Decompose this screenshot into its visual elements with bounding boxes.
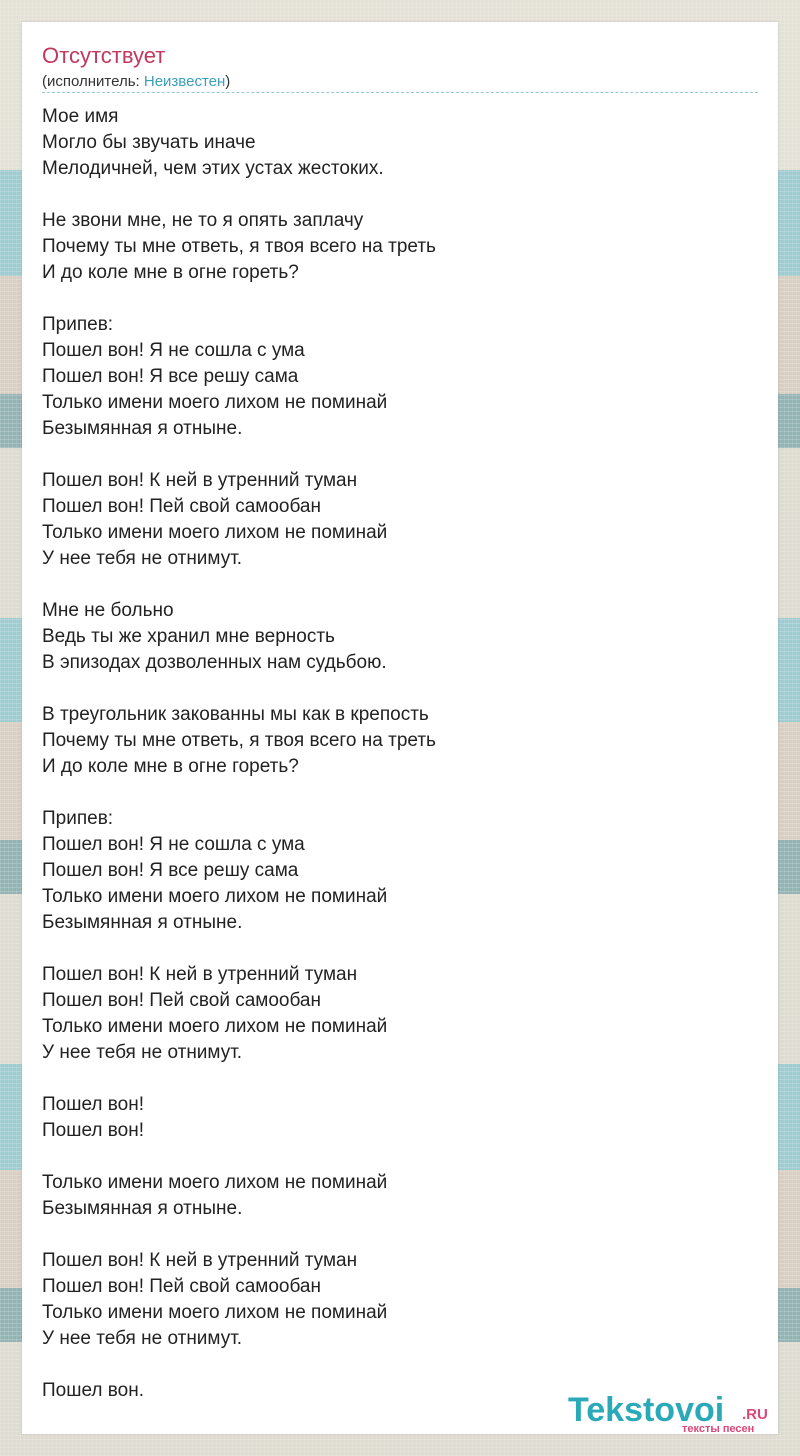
lyric-line: Пошел вон! Пей свой самообан bbox=[42, 496, 321, 517]
lyric-line: У нее тебя не отнимут. bbox=[42, 548, 243, 569]
lyric-line: Припев: bbox=[42, 808, 114, 829]
lyric-line: Безымянная я отныне. bbox=[42, 912, 243, 933]
logo-tld: .RU bbox=[742, 1406, 768, 1423]
lyric-line: Пошел вон! Я все решу сама bbox=[42, 860, 299, 881]
song-title: Отсутствует bbox=[42, 43, 166, 68]
lyric-line: И до коле мне в огне гореть? bbox=[42, 756, 299, 777]
lyric-blank-line bbox=[42, 1066, 758, 1092]
lyric-line: Только имени моего лихом не поминай bbox=[42, 886, 388, 907]
lyric-blank-line bbox=[42, 676, 758, 702]
lyric-line: Мелодичней, чем этих устах жестоких. bbox=[42, 158, 384, 179]
lyric-line: Пошел вон! Пей свой самообан bbox=[42, 1276, 321, 1297]
lyric-line: Могло бы звучать иначе bbox=[42, 132, 256, 153]
lyric-line: Пошел вон! К ней в утренний туман bbox=[42, 964, 358, 985]
lyrics-card bbox=[22, 22, 778, 1434]
lyric-line: Пошел вон! Пей свой самообан bbox=[42, 990, 321, 1011]
logo-tagline: тексты песен bbox=[682, 1423, 755, 1435]
lyric-line: У нее тебя не отнимут. bbox=[42, 1328, 243, 1349]
lyric-blank-line bbox=[42, 286, 758, 312]
lyric-blank-line bbox=[42, 1222, 758, 1248]
artist-link[interactable]: Неизвестен bbox=[143, 73, 226, 90]
artist-prefix: (исполнитель: bbox=[42, 73, 144, 90]
lyric-line: Пошел вон! Я не сошла с ума bbox=[42, 834, 305, 855]
lyric-line: Только имени моего лихом не поминай bbox=[42, 392, 388, 413]
lyric-blank-line bbox=[42, 572, 758, 598]
lyric-blank-line bbox=[42, 780, 758, 806]
lyrics-text bbox=[42, 104, 758, 1404]
lyric-line: Пошел вон! К ней в утренний туман bbox=[42, 470, 358, 491]
artist-line bbox=[42, 73, 230, 91]
lyric-line: Безымянная я отныне. bbox=[42, 1198, 243, 1219]
lyric-line: Пошел вон! Я все решу сама bbox=[42, 366, 299, 387]
artist-suffix: ) bbox=[225, 73, 231, 90]
lyric-line: Припев: bbox=[42, 314, 114, 335]
lyric-line: Почему ты мне ответь, я твоя всего на треть bbox=[42, 236, 436, 257]
lyric-line: Безымянная я отныне. bbox=[42, 418, 243, 439]
lyric-line: Пошел вон! Я не сошла с ума bbox=[42, 340, 305, 361]
site-logo[interactable] bbox=[568, 1391, 778, 1437]
logo-name: Tekstovoi bbox=[568, 1391, 725, 1429]
lyric-line: В эпизодах дозволенных нам судьбою. bbox=[42, 652, 387, 673]
lyric-line: Только имени моего лихом не поминай bbox=[42, 522, 388, 543]
lyric-line: Пошел вон! bbox=[42, 1094, 144, 1115]
lyric-line: Только имени моего лихом не поминай bbox=[42, 1172, 388, 1193]
lyric-line: У нее тебя не отнимут. bbox=[42, 1042, 243, 1063]
lyric-line: Мне не больно bbox=[42, 600, 174, 621]
lyric-blank-line bbox=[42, 182, 758, 208]
lyric-line: Пошел вон! К ней в утренний туман bbox=[42, 1250, 358, 1271]
lyric-line: В треугольник закованны мы как в крепость bbox=[42, 704, 429, 725]
lyric-line: Только имени моего лихом не поминай bbox=[42, 1302, 388, 1323]
lyric-blank-line bbox=[42, 442, 758, 468]
lyric-line: И до коле мне в огне гореть? bbox=[42, 262, 299, 283]
lyric-line: Мое имя bbox=[42, 106, 119, 127]
lyric-blank-line bbox=[42, 936, 758, 962]
lyric-line: Пошел вон! bbox=[42, 1120, 144, 1141]
lyric-blank-line bbox=[42, 1144, 758, 1170]
lyric-line: Почему ты мне ответь, я твоя всего на треть bbox=[42, 730, 436, 751]
lyric-blank-line bbox=[42, 1352, 758, 1378]
lyric-line: Пошел вон. bbox=[42, 1380, 144, 1401]
lyric-line: Ведь ты же хранил мне верность bbox=[42, 626, 335, 647]
title-divider bbox=[42, 92, 758, 93]
lyric-line: Не звони мне, не то я опять заплачу bbox=[42, 210, 364, 231]
lyric-line: Только имени моего лихом не поминай bbox=[42, 1016, 388, 1037]
